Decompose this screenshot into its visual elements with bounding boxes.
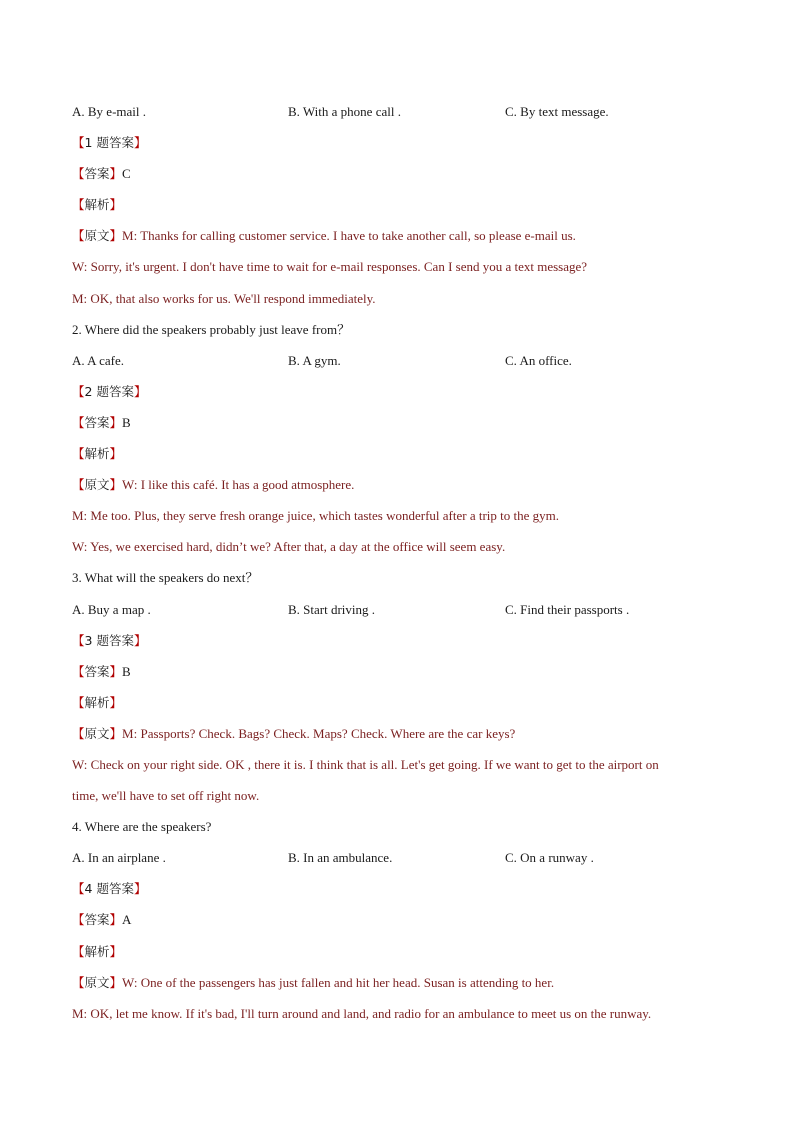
q3-option-a: A. Buy a map . [72,601,151,617]
q2-analysis: 【解析】 [72,446,123,462]
q1-transcript-line-3: M: OK, that also works for us. We'll respond immediately. [72,290,376,306]
q4-answer: 【答案】A [72,912,132,928]
q2-answer: 【答案】B [72,414,131,430]
q3-options [72,600,722,631]
q1-option-a: A. By e-mail . [72,104,147,119]
q2-question: 2. Where did the speakers probably just leave from？ [72,321,351,337]
q4-analysis: 【解析】 [72,943,123,959]
q4-option-a: A. In an airplane . [72,850,166,866]
q4-option-c: C. On a runway . [505,850,594,866]
q2-option-a: A. A cafe. [72,352,124,368]
q1-answer-value: C [122,166,131,182]
q4-options [72,848,722,879]
q1-answer: 【答案】C [72,166,131,182]
q2-transcript-line-3: W: Yes, we exercised hard, didn’t we? After that, a day at the office will seem easy. [72,539,506,555]
q3-answer-value: B [122,663,131,679]
q1-option-b: B. With a phone call . [288,104,401,119]
q3-analysis: 【解析】 [72,694,123,710]
q1-options [72,102,722,133]
q4-transcript-line-1: 【原文】W: One of the passengers has just fallen and hit her head. Susan is attending to her. [72,974,555,990]
q4-answer-value: A [122,912,132,928]
q4-answer-header: 【4 题答案】 [72,881,147,897]
q3-transcript-line-3: time, we'll have to set off right now. [72,788,260,804]
q3-transcript-line-2: W: Check on your right side. OK , there it is. I think that is all. Let's get going. If we want to get to the airport on [72,756,659,772]
q2-transcript-line-2: M: Me too. Plus, they serve fresh orange juice, which tastes wonderful after a trip to the gym. [72,508,560,524]
page-content [72,102,722,1035]
q4-question: 4. Where are the speakers? [72,819,212,835]
q3-transcript-line-1: 【原文】M: Passports? Check. Bags? Check. Maps? Check. Where are the car keys? [72,725,516,741]
q1-transcript-line-2: W: Sorry, it's urgent. I don't have time to wait for e-mail responses. Can I send you a text message? [72,259,588,275]
q4-option-b: B. In an ambulance. [288,850,393,866]
q1-transcript-line-1: 【原文】M: Thanks for calling customer service. I have to take another call, so please e-mail us. [72,228,576,244]
q1-option-c: C. By text message. [505,104,609,119]
q2-transcript-line-1: 【原文】W: I like this café. It has a good atmosphere. [72,477,355,493]
q3-question: 3. What will the speakers do next？ [72,570,259,586]
q2-answer-header: 【2 题答案】 [72,383,147,399]
q3-answer-header: 【3 题答案】 [72,632,147,648]
q3-option-b: B. Start driving . [288,601,376,617]
q3-option-c: C. Find their passports . [505,601,630,617]
q1-answer-header: 【1 题答案】 [72,135,147,151]
q1-analysis: 【解析】 [72,197,123,213]
q4-transcript-line-2: M: OK, let me know. If it's bad, I'll turn around and land, and radio for an ambulance to meet us on the runway. [72,1005,652,1021]
q2-answer-value: B [122,414,131,430]
q2-options [72,351,722,382]
q2-option-b: B. A gym. [288,352,341,368]
q2-option-c: C. An office. [505,352,572,368]
q3-answer: 【答案】B [72,663,131,679]
